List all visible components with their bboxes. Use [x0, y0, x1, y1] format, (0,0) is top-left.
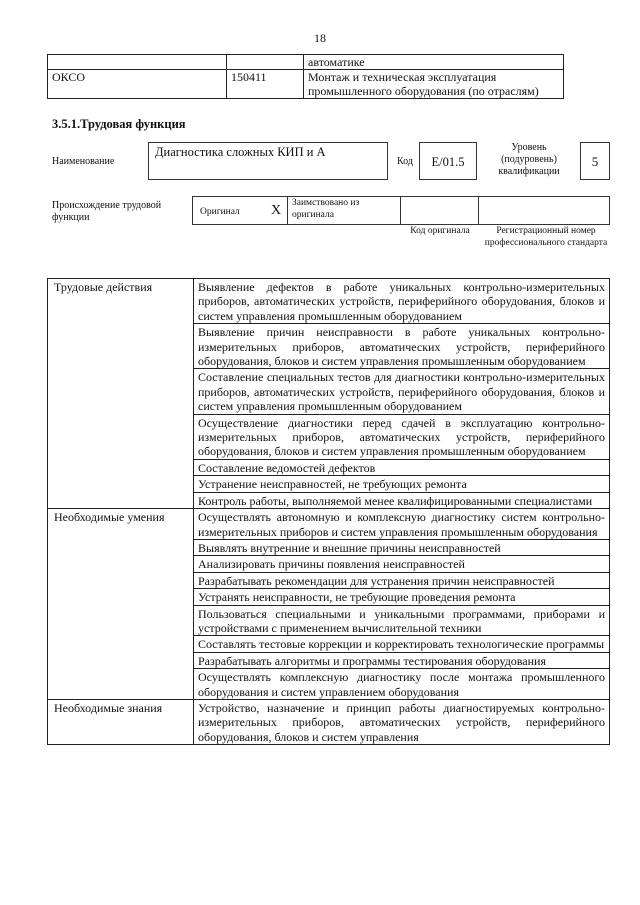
reg-caption: Регистрационный номер профессионального стандарта	[484, 226, 608, 248]
function-code-field: E/01.5	[419, 142, 477, 180]
okso-row	[48, 55, 564, 70]
section-item: Разрабатывать рекомендации для устранения причин неисправностей	[194, 572, 610, 588]
origin-divider	[287, 197, 288, 224]
section-item: Выявление причин неисправности в работе уникальных контрольно-измерительных приборов, автоматических устройств, периферийного оборудования, блоков и систем управления промышленным оборудованием	[194, 324, 610, 369]
okso-cell	[227, 55, 304, 70]
section-item: Устранять неисправности, не требующие проведения ремонта	[194, 589, 610, 605]
name-label: Наименование	[52, 156, 115, 167]
section-category: Необходимые умения	[48, 509, 194, 700]
function-details-body	[48, 279, 610, 745]
section-item: Анализировать причины появления неисправностей	[194, 556, 610, 572]
section-item: Составление ведомостей дефектов	[194, 459, 610, 475]
origin-divider	[400, 197, 401, 224]
origin-divider	[478, 197, 479, 224]
code-label: Код	[397, 156, 413, 167]
section-category: Необходимые знания	[48, 699, 194, 744]
section-item: Осуществление диагностики перед сдачей в эксплуатацию контрольно-измерительных приборов, автоматических устройств, периферийного оборудования, блоков и систем управления промышленным оборудованием	[194, 414, 610, 459]
level-field: 5	[580, 142, 610, 180]
level-label: Уровень (подуровень) квалификации	[498, 142, 560, 177]
page-number: 18	[314, 31, 326, 45]
section-title: 3.5.1.Трудовая функция	[52, 117, 186, 131]
section-item: Осуществлять комплексную диагностику после монтажа промышленного оборудования и систем управлением оборудования	[194, 669, 610, 700]
section-item: Устройство, назначение и принцип работы диагностируемых контрольно-измерительных приборов, автоматических устройств, периферийного оборудования, блоков и систем управления	[194, 699, 610, 744]
section-category: Трудовые действия	[48, 279, 194, 509]
section-item: Составлять тестовые коррекции и корректировать технологические программы	[194, 636, 610, 652]
section-item: Выявлять внутренние и внешние причины неисправностей	[194, 539, 610, 555]
section-item: Контроль работы, выполняемой менее квалифицированными специалистами	[194, 492, 610, 508]
code-caption: Код оригинала	[410, 226, 470, 236]
section-item: Пользоваться специальными и уникальными программами, приборами и устройствами с применением вычислительной техники	[194, 605, 610, 636]
borrowed-label: Заимствовано из оригинала	[292, 198, 360, 220]
origin-grid	[192, 196, 610, 225]
original-mark: X	[271, 203, 282, 218]
section-item: Составление специальных тестов для диагностики контрольно-измерительных приборов, автоматических устройств, периферийного оборудования, блоков и систем управления промышленным оборудованием	[194, 369, 610, 414]
okso-cell: автоматике	[304, 55, 564, 70]
okso-table	[47, 54, 564, 99]
okso-cell: Монтаж и техническая эксплуатация промышленного оборудования (по отраслям)	[304, 70, 564, 99]
table-row	[48, 699, 610, 744]
section-item: Осуществлять автономную и комплексную диагностику систем контрольно-измерительных приборов и систем управления промышленным оборудования	[194, 509, 610, 540]
original-label: Оригинал	[200, 207, 240, 217]
okso-row	[48, 70, 564, 99]
function-name-field: Диагностика сложных КИП и А	[148, 142, 388, 180]
function-details-table	[47, 278, 610, 745]
section-item: Устранение неисправностей, не требующих ремонта	[194, 476, 610, 492]
section-item: Выявление дефектов в работе уникальных контрольно-измерительных приборов, автоматических устройств, периферийного оборудования, блоков и систем управления промышленным оборудованием	[194, 279, 610, 324]
okso-cell: 150411	[227, 70, 304, 99]
okso-cell	[48, 55, 227, 70]
okso-cell: ОКСО	[48, 70, 227, 99]
origin-label: Происхождение трудовой функции	[52, 200, 162, 223]
section-item: Разрабатывать алгоритмы и программы тестирования оборудования	[194, 652, 610, 668]
table-row	[48, 509, 610, 540]
table-row	[48, 279, 610, 324]
